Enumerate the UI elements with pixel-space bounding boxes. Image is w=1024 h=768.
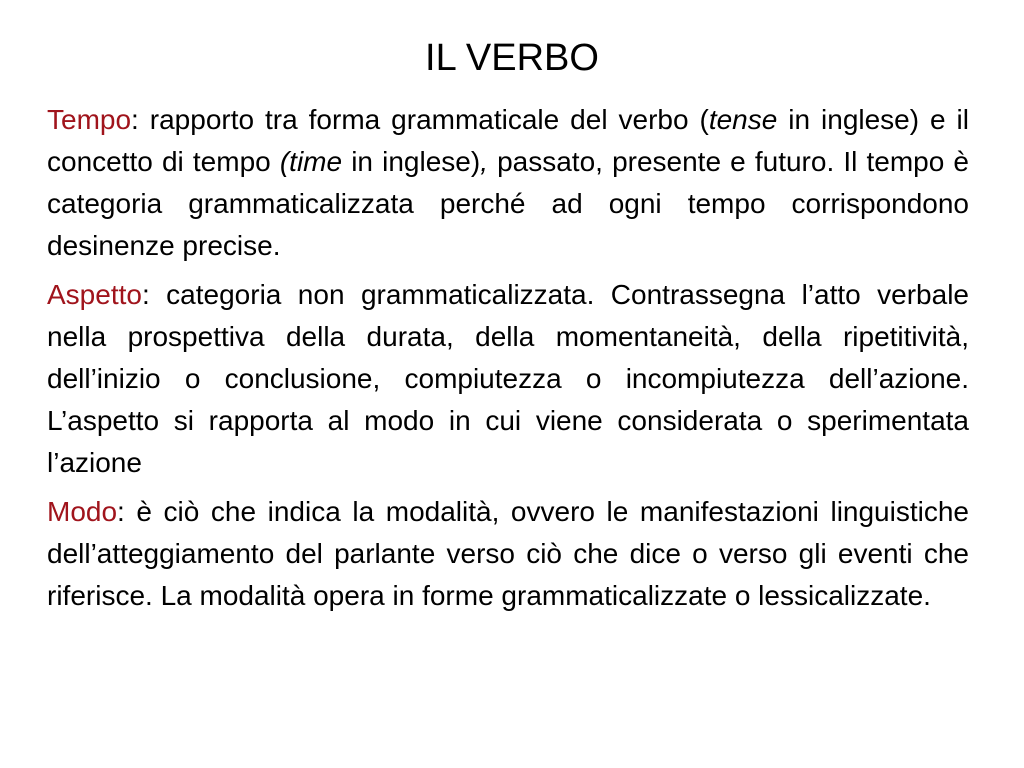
paragraph-text: : categoria non grammaticalizzata. Contrassegna l’atto verbale nella prospettiva della durata, della momentaneità, della ripetitività, dell’inizio o conclusione, compiutezza o incompiutezza dell’azione. L’aspetto si rapporta al modo in cui viene considerata o sperimentata l’azione <box>47 279 969 478</box>
paragraph-text: passato, presente e futuro. Il tempo è categoria grammaticalizzata perché ad ogni tempo corrispondono desinenze precise. <box>47 146 969 261</box>
paragraph-text: in inglese) <box>342 146 481 177</box>
italic-term-time: (time <box>279 146 343 177</box>
paragraph-aspetto <box>47 274 969 484</box>
term-modo: Modo <box>47 496 118 527</box>
paragraph-text: : è ciò che indica la modalità, ovvero le manifestazioni linguistiche dell’atteggiamento del parlante verso ciò che dice o verso gli eventi che riferisce. La modalità opera in forme grammaticalizzate o lessicalizzate. <box>47 496 969 611</box>
italic-term-tense: tense <box>708 104 778 135</box>
term-aspetto: Aspetto <box>47 279 142 310</box>
paragraph-text: in inglese) e il concetto di tempo <box>47 104 969 177</box>
slide-body <box>47 99 969 624</box>
slide-title: IL VERBO <box>425 37 599 79</box>
paragraph-tempo <box>47 99 969 267</box>
paragraph-modo <box>47 491 969 617</box>
paragraph-text: : rapporto tra forma grammaticale del verbo ( <box>131 104 709 135</box>
term-tempo: Tempo <box>47 104 132 135</box>
italic-comma: , <box>480 146 488 177</box>
